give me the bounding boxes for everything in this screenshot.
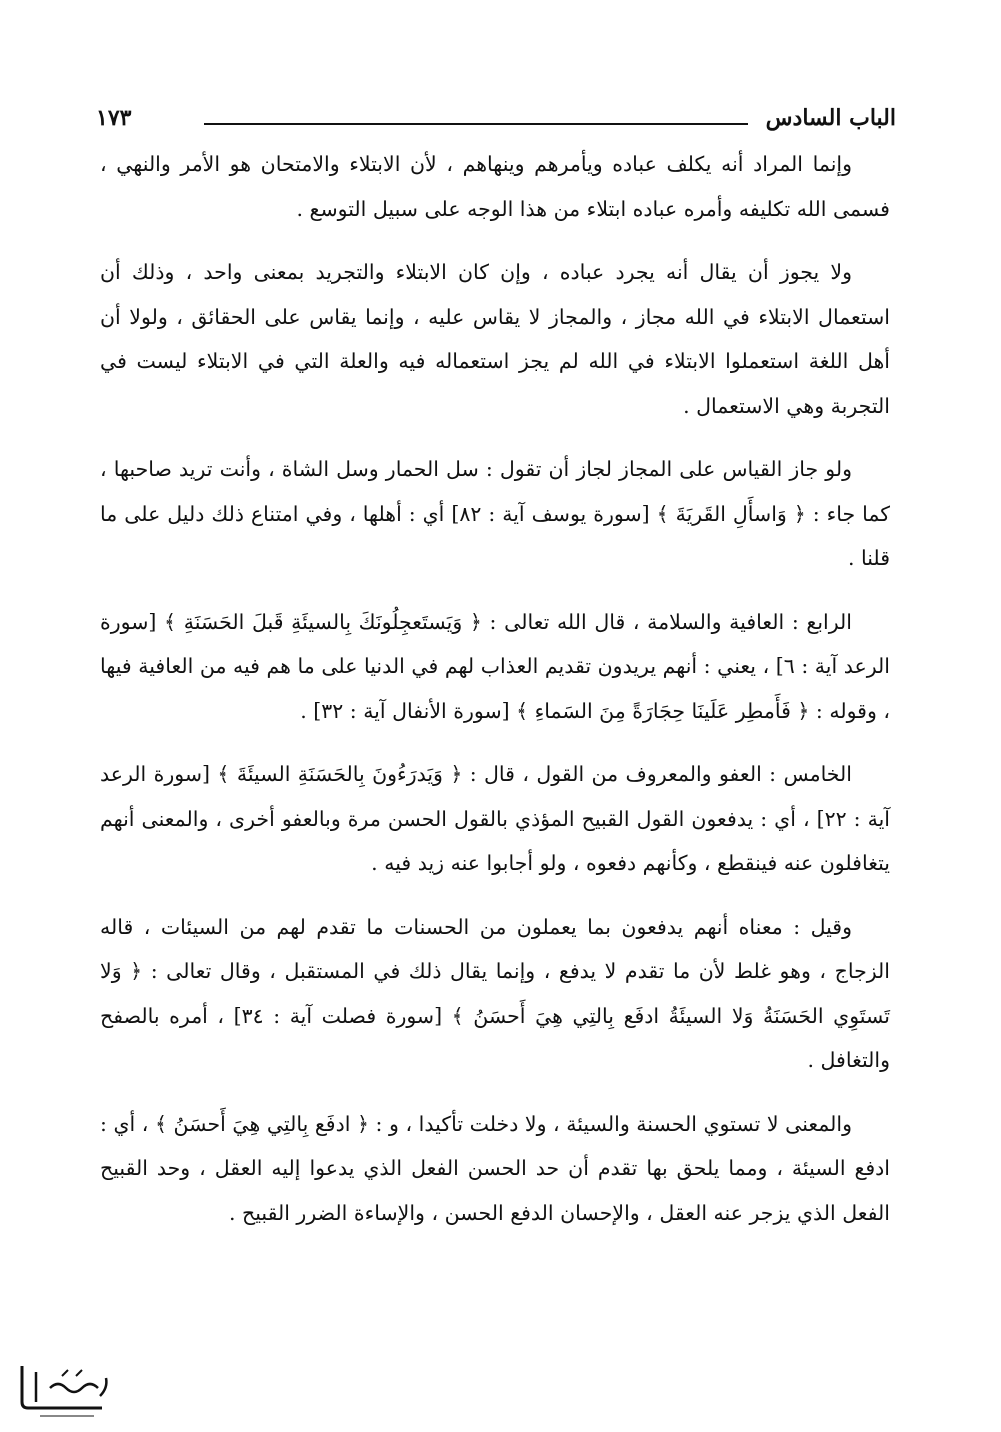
paragraph: ولو جاز القياس على المجاز لجاز أن تقول : سل الحمار وسل الشاة ، وأنت تريد صاحبها ، كما جاء : ﴿ وَاسأَلِ القَريَةَ ﴾ [سورة يوسف آية : ٨٢] أي : أهلها ، وفي امتناع ذلك دليل على ما قلنا . xyxy=(100,457,890,570)
page-header xyxy=(96,98,896,138)
page-body xyxy=(100,142,890,1254)
chapter-title: الباب السادس xyxy=(765,105,896,131)
paragraph: الخامس : العفو والمعروف من القول ، قال : ﴿ وَيَدرَءُونَ بِالحَسَنَةِ السيئَةَ ﴾ [سورة الرعد آية : ٢٢] ، أي : يدفعون القول القبيح المؤذي بالقول الحسن مرة وبالعفو أخرى ، والمعنى أنهم يتغافلون عنه فينقطع ، وكأنهم دفعوه ، ولو أجابوا عنه زيد فيه . xyxy=(100,762,890,875)
publisher-calligraphy-logo-icon xyxy=(10,1358,120,1420)
paragraph: الرابع : العافية والسلامة ، قال الله تعالى : ﴿ وَيَستَعجِلُونَكَ بِالسيئَةِ قَبلَ الحَسَنَةِ ﴾ [سورة الرعد آية : ٦] ، يعني : أنهم يريدون تقديم العذاب لهم في الدنيا على ما هم فيه من العافية فيها ، وقوله : ﴿ فَأَمطِر عَلَينَا حِجَارَةً مِنَ السَماءِ ﴾ [سورة الأنفال آية : ٣٢] . xyxy=(100,609,890,723)
paragraph: وقيل : معناه أنهم يدفعون بما يعملون من الحسنات ما تقدم لهم من السيئات ، قاله الزجاج ، وهو غلط لأن ما تقدم لا يدفع ، وإنما يقال ذلك في المستقبل ، وقال تعالى : ﴿ وَلا تَستَوِي الحَسَنَةُ وَلا السيئَةُ ادفَع بِالتِي هِيَ أَحسَنُ ﴾ [سورة فصلت آية : ٣٤] ، أمره بالصفح والتغافل . xyxy=(100,914,890,1072)
header-divider xyxy=(204,123,748,125)
paragraph: ولا يجوز أن يقال أنه يجرد عباده ، وإن كان الابتلاء والتجريد بمعنى واحد ، وذلك أن استعمال الابتلاء في الله مجاز ، والمجاز لا يقاس عليه ، وإنما يقاس على الحقائق ، ولولا أن أهل اللغة استعملوا الابتلاء في الله لم يجز استعماله فيه والعلة التي في الابتلاء ليست في التجربة وهي الاستعمال . xyxy=(100,260,890,418)
page-number: ١٧٣ xyxy=(96,105,132,131)
paragraph: وإنما المراد أنه يكلف عباده ويأمرهم وينهاهم ، لأن الابتلاء والامتحان هو الأمر والنهي ، فسمى الله تكليفه وأمره عباده ابتلاء من هذا الوجه على سبيل التوسع . xyxy=(100,152,890,221)
paragraph: والمعنى لا تستوي الحسنة والسيئة ، ولا دخلت تأكيدا ، و : ﴿ ادفَع بِالتِي هِيَ أَحسَنُ ﴾ ، أي : ادفع السيئة ، ومما يلحق بها تقدم أن حد الحسن الفعل الذي يدعوا إليه العقل ، وحد القبيح الفعل الذي يزجر عنه العقل ، والإحسان الدفع الحسن ، والإساءة الضرر القبيح . xyxy=(100,1111,890,1225)
